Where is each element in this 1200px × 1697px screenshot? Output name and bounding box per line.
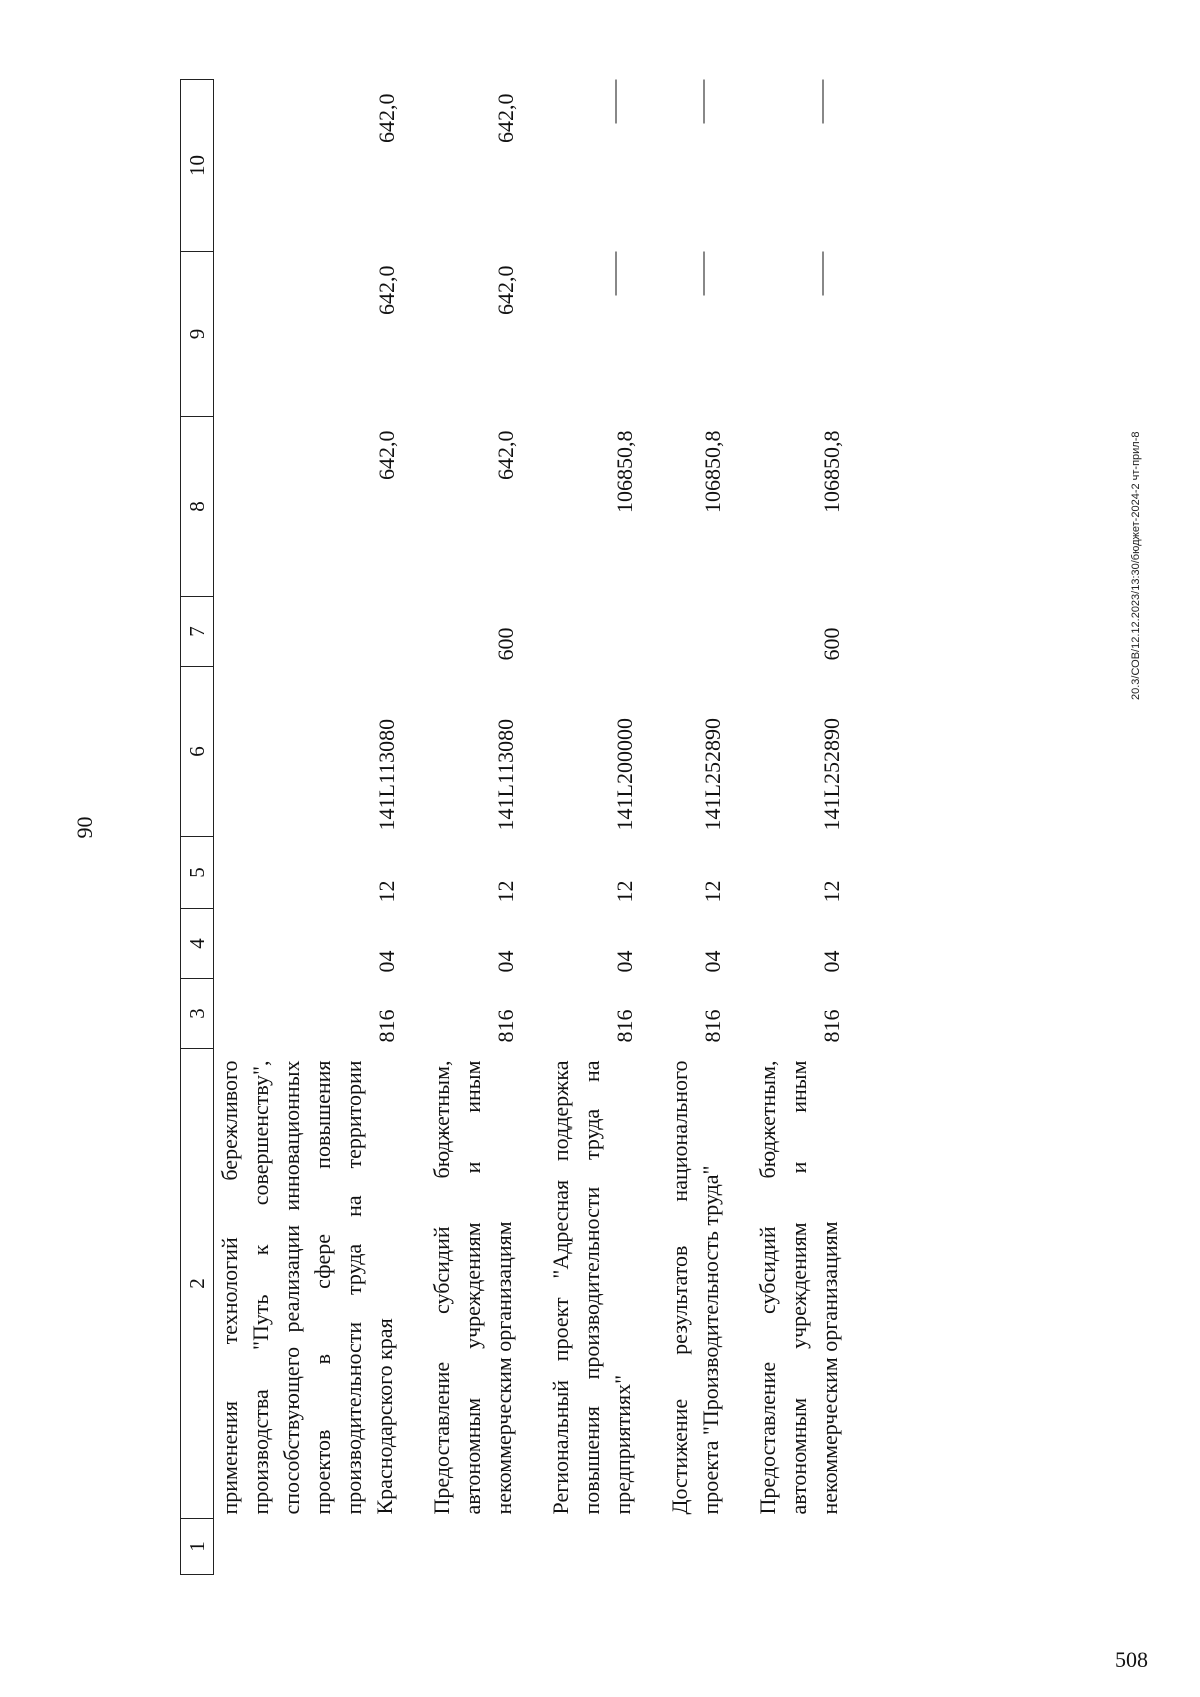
page-number: 90 [72, 816, 97, 839]
column-header: 4 [181, 909, 214, 979]
dash-mark [704, 252, 705, 296]
cell-amount-2025: 642,0 [493, 265, 518, 315]
cell-section: 04 [612, 950, 637, 973]
table-row [214, 80, 401, 1575]
row-name: применения технологий бережливого производства "Путь к совершенству", способствующего реализации инновационных проектов в сфере повышения производительности труда на территории Краснодарского края [217, 1060, 397, 1515]
cell-target-item: 141L252890 [819, 718, 844, 831]
cell-amount-2024: 106850,8 [819, 430, 844, 513]
cell-ministry: 816 [374, 1009, 399, 1043]
cell-amount-2024: 106850,8 [700, 430, 725, 513]
budget-table [180, 79, 845, 1575]
column-header: 3 [181, 979, 214, 1049]
cell-section: 04 [819, 950, 844, 973]
cell-subsection: 12 [612, 880, 637, 903]
cell-target-item: 141L200000 [612, 718, 637, 831]
document-code: 20.3/СОВ/12.12.2023/13:30/бюджет-2024-2 чт-прил-8 [1130, 431, 1142, 700]
column-header: 5 [181, 837, 214, 909]
cell-amount-2026: 642,0 [493, 93, 518, 143]
cell-target-item: 141L113080 [493, 718, 518, 831]
row-name: Достижение результатов национального проекта "Производительность труда" [667, 1060, 723, 1515]
column-header: 2 [181, 1049, 214, 1519]
table-row [664, 80, 726, 1575]
column-header: 10 [181, 80, 214, 252]
cell-amount-2026 [664, 80, 726, 252]
cell-amount-2026 [752, 80, 845, 252]
dash-mark [616, 252, 617, 296]
column-header: 8 [181, 417, 214, 597]
cell-amount-2025 [752, 252, 845, 417]
cell-subsection: 12 [374, 880, 399, 903]
cell-ministry: 816 [612, 1009, 637, 1043]
cell-expense-type: 600 [819, 627, 844, 661]
cell-amount-2025 [664, 252, 726, 417]
cell-expense-type: 600 [493, 627, 518, 661]
cell-amount-2024: 106850,8 [612, 430, 637, 513]
cell-expense-type [214, 597, 401, 667]
table-row [426, 80, 519, 1575]
cell-section: 04 [374, 950, 399, 973]
dash-mark [823, 80, 824, 124]
cell-amount-2025: 642,0 [374, 265, 399, 315]
row-name: Предоставление субсидий бюджетным, автономным учреждениям и иным некоммерческим организациям [429, 1060, 516, 1515]
column-header: 9 [181, 252, 214, 417]
dash-mark [704, 80, 705, 124]
rotated-table-area [72, 80, 950, 1575]
dash-mark [616, 80, 617, 124]
cell-section: 04 [700, 950, 725, 973]
column-header: 6 [181, 667, 214, 837]
sheet-number: 508 [1115, 1647, 1148, 1672]
header-row [181, 80, 214, 1575]
cell-target-item: 141L252890 [700, 718, 725, 831]
table-row [752, 80, 845, 1575]
cell-amount-2026: 642,0 [374, 93, 399, 143]
column-header: 1 [181, 1519, 214, 1575]
cell-amount-2024: 642,0 [374, 430, 399, 480]
cell-expense-type [545, 597, 638, 667]
cell-expense-type [664, 597, 726, 667]
cell-target-item: 141L113080 [374, 718, 399, 831]
cell-subsection: 12 [819, 880, 844, 903]
cell-subsection: 12 [493, 880, 518, 903]
table-row [545, 80, 638, 1575]
cell-amount-2024: 642,0 [493, 430, 518, 480]
row-name: Региональный проект "Адресная поддержка повышения производительности труда на предприятиях" [548, 1060, 635, 1515]
cell-subsection: 12 [700, 880, 725, 903]
cell-amount-2026 [545, 80, 638, 252]
cell-ministry: 816 [819, 1009, 844, 1043]
cell-ministry: 816 [700, 1009, 725, 1043]
cell-section: 04 [493, 950, 518, 973]
dash-mark [823, 252, 824, 296]
row-name: Предоставление субсидий бюджетным, автономным учреждениям и иным некоммерческим организациям [755, 1060, 842, 1515]
cell-ministry: 816 [493, 1009, 518, 1043]
column-header: 7 [181, 597, 214, 667]
cell-amount-2025 [545, 252, 638, 417]
